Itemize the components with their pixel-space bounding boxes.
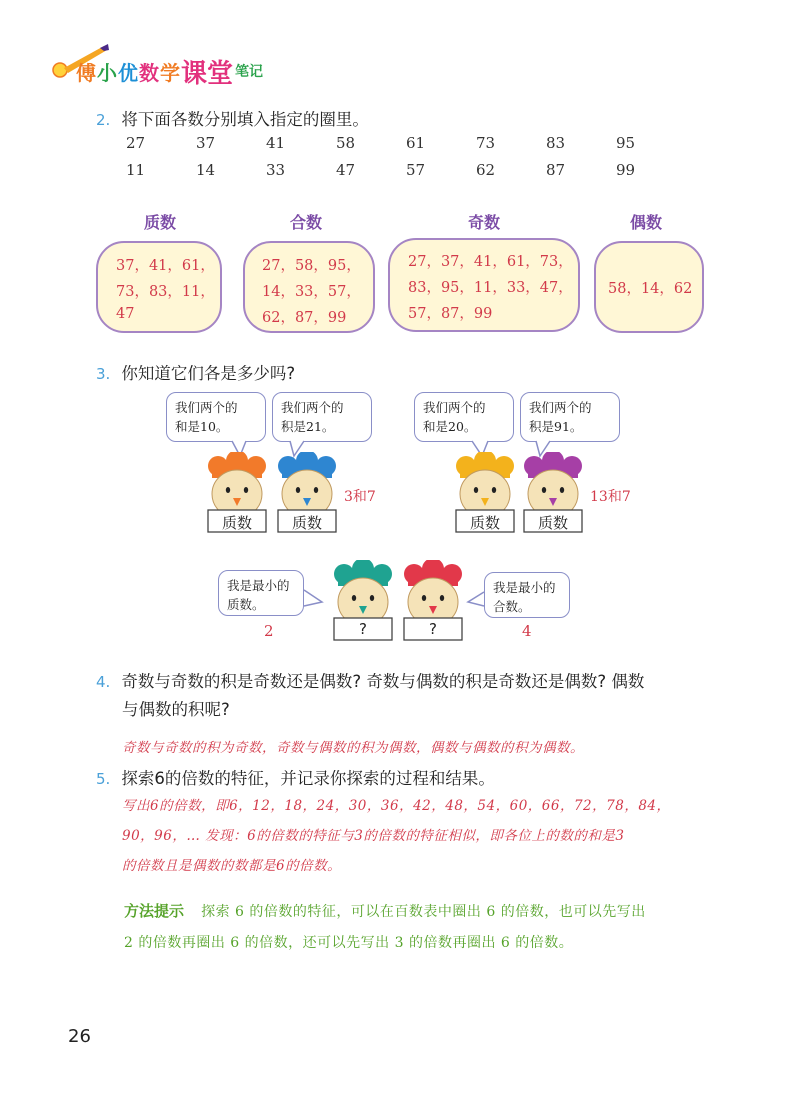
tip-text: 探索 6 的倍数的特征，可以在百数表中圈出 6 的倍数，也可以先写出: [201, 904, 646, 920]
sign-label: 质数: [469, 514, 500, 532]
q5-heading: [96, 765, 495, 789]
bubble-line: 合数。: [493, 599, 531, 614]
question-text: 将下面各数分别填入指定的圈里。: [121, 110, 369, 129]
logo-char: 数: [139, 60, 160, 85]
number: 87: [546, 161, 566, 179]
number: 11: [126, 161, 146, 179]
number: 14: [196, 161, 216, 179]
handwritten-answer: 奇数与奇数的积为奇数，奇数与偶数的积为偶数，偶数与偶数的积为偶数。: [122, 740, 584, 756]
category-line: 57，87，99: [408, 306, 493, 322]
number: 99: [616, 161, 636, 179]
handwritten-answer: 90，96，… 发现：6的倍数的特征与3的倍数的特征相似，即各位上的数的和是3: [122, 828, 625, 844]
tip-text: 2 的倍数再圈出 6 的倍数，还可以先写出 3 的倍数再圈出 6 的倍数。: [124, 935, 574, 951]
handwritten-answer: 写出6的倍数，即6，12，18，24，30，36，42，48，54，60，66，72，78，84，: [122, 798, 671, 814]
category-line: 27，58，95，: [262, 258, 361, 274]
tip-label: 方法提示: [124, 902, 185, 920]
number: 33: [266, 161, 286, 179]
category-line: 73，83，11，: [116, 284, 215, 300]
bubble-line: 和是10。: [175, 419, 229, 434]
number: 95: [616, 134, 636, 152]
q4-heading: [96, 668, 644, 692]
category-line: 47: [116, 306, 135, 322]
bubble-line: 我是最小的: [493, 580, 556, 595]
answer-text: 13和7: [590, 489, 631, 505]
category-line: 62，87，99: [262, 310, 347, 326]
question-text: 奇数与奇数的积是奇数还是偶数? 奇数与偶数的积是奇数还是偶数? 偶数: [121, 672, 645, 691]
bubble-line: 我是最小的: [227, 578, 290, 593]
number: 47: [336, 161, 356, 179]
question-text: 探索6的倍数的特征，并记录你探索的过程和结果。: [121, 769, 495, 788]
number: 58: [336, 134, 356, 152]
bubble-line: 和是20。: [423, 419, 477, 434]
page-number: 26: [68, 1026, 91, 1047]
bubble-line: 我们两个的: [423, 400, 486, 415]
category-line: 37，41，61，: [116, 258, 215, 274]
speech-bubble: [484, 572, 570, 618]
question-number: 5.: [96, 770, 111, 788]
logo-char: 学: [160, 60, 181, 85]
category-line: 58，14，62: [608, 281, 693, 297]
category-line: 83，95，11，33，47，: [408, 280, 573, 296]
bubble-line: 质数。: [227, 597, 265, 612]
question-number: 3.: [96, 365, 111, 383]
category-label-even: 偶数: [629, 213, 662, 232]
logo-small: 笔记: [235, 64, 264, 80]
bubble-line: 积是91。: [529, 419, 583, 434]
sign-label: ?: [429, 620, 437, 638]
bubble-line: 我们两个的: [281, 400, 344, 415]
answer-text: 3和7: [344, 489, 376, 505]
sign-label: 质数: [537, 514, 568, 532]
logo-big: 课堂: [181, 58, 234, 89]
logo-char: 傅: [76, 60, 97, 85]
number: 61: [406, 134, 426, 152]
question-text: 你知道它们各是多少吗?: [121, 364, 296, 383]
number: 83: [546, 134, 566, 152]
number: 73: [476, 134, 496, 152]
number: 62: [476, 161, 496, 179]
bubble-line: 我们两个的: [529, 400, 592, 415]
answer-text: 2: [264, 622, 274, 640]
number: 27: [126, 134, 146, 152]
answer-text: 4: [522, 622, 532, 640]
question-text: 与偶数的积呢?: [122, 700, 230, 719]
speech-bubble: [218, 570, 304, 616]
handwritten-answer: 的倍数且是偶数的数都是6的倍数。: [122, 858, 342, 874]
bubble-line: 我们两个的: [175, 400, 238, 415]
sign-label: 质数: [221, 514, 252, 532]
question-number: 4.: [96, 673, 111, 691]
sign-label: 质数: [291, 514, 322, 532]
method-tip: [124, 900, 646, 921]
number: 37: [196, 134, 216, 152]
category-label-composite: 合数: [289, 213, 322, 232]
logo-char: 优: [118, 60, 139, 85]
category-label-prime: 质数: [143, 213, 176, 232]
sign-label: ?: [359, 620, 367, 638]
number: 41: [266, 134, 286, 152]
category-line: 14，33，57，: [262, 284, 361, 300]
number: 57: [406, 161, 426, 179]
question-number: 2.: [96, 111, 111, 129]
category-line: 27，37，41，61，73，: [408, 254, 573, 270]
logo-char: 小: [97, 60, 118, 85]
bubble-line: 积是21。: [281, 419, 335, 434]
category-label-odd: 奇数: [467, 213, 500, 232]
